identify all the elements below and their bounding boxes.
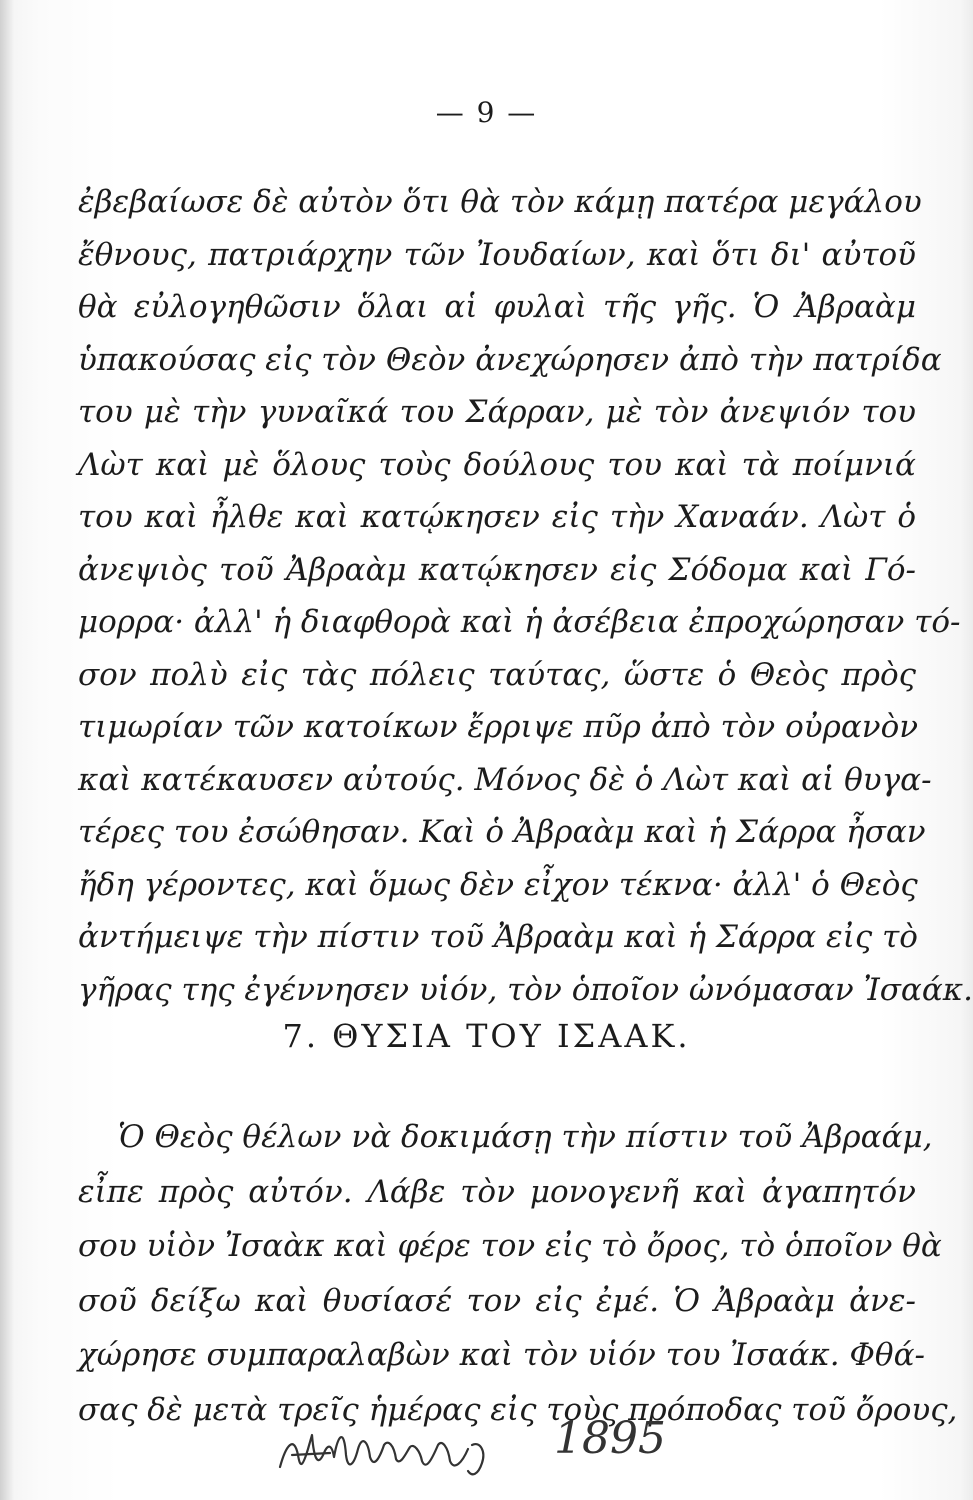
text-line: ὑπακούσας εἰς τὸν Θεὸν ἀνεχώρησεν ἀπὸ τὴν πατρίδα	[78, 341, 942, 378]
paragraph-abraham	[78, 176, 973, 1016]
text-line: ἤδη γέροντες, καὶ ὅμως δὲν εἶχον τέκνα· ἀλλ' ὁ Θεὸς	[78, 866, 918, 903]
text-line: θὰ εὐλογηθῶσιν ὅλαι αἱ φυλαὶ τῆς γῆς. Ὁ Ἀβραὰμ	[78, 289, 916, 325]
text-line: καὶ κατέκαυσεν αὐτούς. Μόνος δὲ ὁ Λὼτ καὶ αἱ θυγα-	[78, 761, 932, 798]
text-line: Λὼτ καὶ μὲ ὅλους τοὺς δούλους του καὶ τὰ ποίμνιά	[78, 446, 916, 483]
text-line: ἐβεβαίωσε δὲ αὐτὸν ὅτι θὰ τὸν κάμῃ πατέρα μεγάλου	[78, 184, 922, 220]
text-line: σοῦ δείξω καὶ θυσίασέ τον εἰς ἐμέ. Ὁ Ἀβραὰμ ἀνε-	[78, 1282, 916, 1319]
text-line: ἀνεψιὸς τοῦ Ἀβραὰμ κατῴκησεν εἰς Σόδομα καὶ Γό-	[78, 551, 916, 588]
text-line: σον πολὺ εἰς τὰς πόλεις ταύτας, ὥστε ὁ Θεὸς πρὸς	[78, 656, 916, 693]
text-line: τιμωρίαν τῶν κατοίκων ἔρριψε πῦρ ἀπὸ τὸν οὐρανὸν	[78, 709, 919, 745]
text-line: του μὲ τὴν γυναῖκά του Σάρραν, μὲ τὸν ἀνεψιόν του	[78, 394, 916, 430]
text-line: σας δὲ μετὰ τρεῖς ἡμέρας εἰς τοὺς πρόποδας τοῦ ὄρους,	[78, 1391, 958, 1428]
text-line: εἶπε πρὸς αὐτόν. Λάβε τὸν μονογενῆ καὶ ἀγαπητόν	[78, 1173, 916, 1210]
text-line: ἀντήμειψε τὴν πίστιν τοῦ Ἀβραὰμ καὶ ἡ Σάρρα εἰς τὸ	[78, 919, 918, 955]
text-line: μορρα· ἀλλ' ἡ διαφθορὰ καὶ ἡ ἀσέβεια ἐπροχώρησαν τό-	[78, 604, 961, 640]
handwritten-signature	[272, 1405, 702, 1495]
handwritten-year: 1895	[554, 1413, 666, 1464]
page-number: — 9 —	[435, 96, 538, 129]
text-line: τέρες του ἐσώθησαν. Καὶ ὁ Ἀβραὰμ καὶ ἡ Σάρρα ἦσαν	[78, 814, 926, 850]
text-line: σου υἱὸν Ἰσαὰκ καὶ φέρε τον εἰς τὸ ὄρος, τὸ ὁποῖον θὰ	[78, 1228, 942, 1264]
paragraph-sacrifice-of-isaac	[78, 1110, 958, 1437]
text-line: χώρησε συμπαραλαβὼν καὶ τὸν υἱόν του Ἰσαάκ. Φθά-	[78, 1337, 925, 1373]
text-line: του καὶ ἦλθε καὶ κατῴκησεν εἰς τὴν Χαναάν. Λὼτ ὁ	[78, 499, 916, 535]
text-line: Ὁ Θεὸς θέλων νὰ δοκιμάσῃ τὴν πίστιν τοῦ Ἀβραάμ,	[118, 1119, 933, 1155]
text-line: ἔθνους, πατριάρχην τῶν Ἰουδαίων, καὶ ὅτι δι' αὐτοῦ	[78, 236, 916, 273]
text-line: γῆρας της ἐγέννησεν υἱόν, τὸν ὁποῖον ὠνόμασαν Ἰσαάκ.	[78, 971, 973, 1008]
section-heading: 7. ΘΥΣΙΑ ΤΟΥ ΙΣΑΑΚ.	[282, 1017, 691, 1055]
page-gutter-shadow	[0, 0, 14, 1500]
